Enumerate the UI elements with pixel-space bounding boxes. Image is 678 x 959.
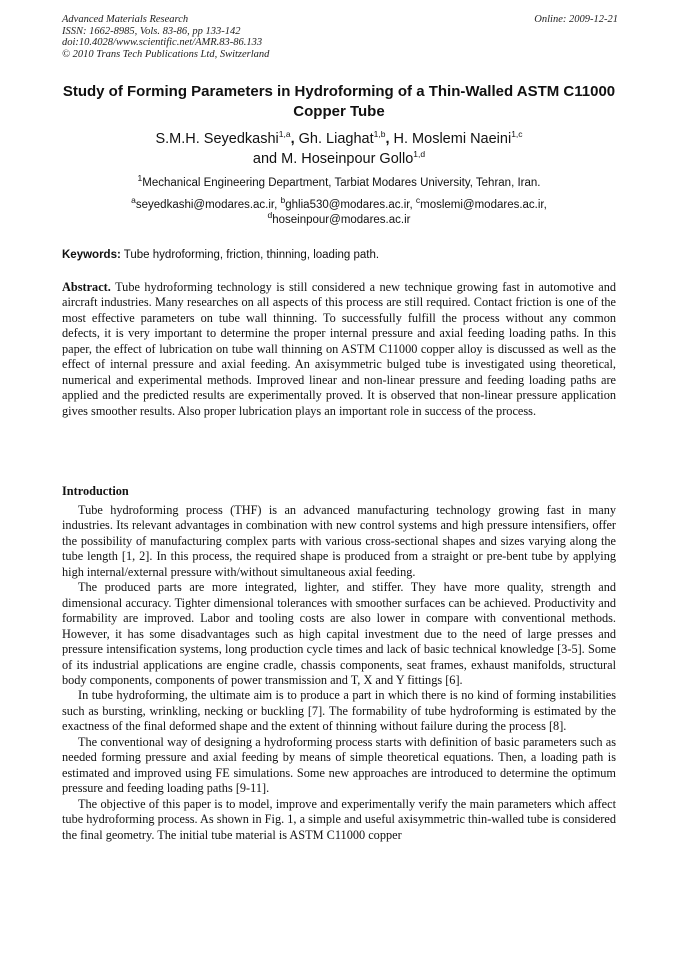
online-date: Online: 2009-12-21	[534, 14, 618, 25]
affiliation-text: Mechanical Engineering Department, Tarbiat Modares University, Tehran, Iran.	[142, 177, 541, 189]
email-link[interactable]: moslemi@modares.ac.ir,	[420, 199, 547, 211]
issn-line: ISSN: 1662-8985, Vols. 83-86, pp 133-142	[62, 25, 241, 37]
keywords-text: Tube hydroforming, friction, thinning, loading path.	[123, 249, 380, 261]
keywords-label: Keywords:	[62, 249, 121, 261]
journal-name: Advanced Materials Research	[62, 14, 189, 25]
keywords	[62, 248, 618, 263]
paragraph: The conventional way of designing a hydroforming process starts with definition of basic parameters such as needed forming pressure and axial feeding by means of simple theoretical equations. Then, a loading path is estimated and improved using FE simulations. Some new approaches are introduced to determine the optimum pressure and feeding loading paths [9-11].	[62, 734, 616, 796]
email-link[interactable]: seyedkashi@modares.ac.ir,	[135, 199, 278, 211]
email-marker: b	[280, 195, 286, 206]
email-marker: a	[131, 195, 136, 206]
doi-line: doi:10.4028/www.scientific.net/AMR.83-86.133	[62, 37, 263, 48]
author-name: M. Hoseinpour Gollo	[281, 151, 414, 167]
affiliation	[60, 173, 618, 191]
author-affiliation-marker: 1,c	[511, 129, 523, 140]
paper-title: Study of Forming Parameters in Hydroforming of a Thin-Walled ASTM C11000 Copper Tube	[62, 83, 616, 120]
copyright-line: © 2010 Trans Tech Publications Ltd, Switzerland	[62, 48, 270, 60]
author-name: S.M.H. Seyedkashi	[155, 131, 279, 147]
journal-header	[62, 14, 618, 60]
abstract-label: Abstract.	[62, 280, 111, 294]
author-affiliation-marker: 1,b	[373, 129, 386, 140]
author-affiliation-marker: 1,d	[413, 149, 426, 160]
author-name: H. Moslemi Naeini	[393, 131, 512, 147]
author-emails	[60, 195, 618, 228]
author-list: S.M.H. Seyedkashi$^{1,a}$, Gh. Liaghat$^{1,b}$, H. Moslemi Naeini$^{1,c}$ and M. Hoseinpour Gollo$^{1,d}$	[155, 129, 523, 167]
section-heading: Introduction	[62, 484, 129, 498]
affiliation-marker: 1	[137, 173, 143, 184]
email-link[interactable]: ghlia530@modares.ac.ir,	[285, 199, 413, 211]
paragraph: The objective of this paper is to model, improve and experimentally verify the main parameters which affect tube hydroforming process. As shown in Fig. 1, a simple and useful axisymmetric thin-walled tube is considered the final geometry. The initial tube material is ASTM C11000 copper	[62, 796, 616, 842]
abstract	[62, 280, 616, 419]
paragraph: In tube hydroforming, the ultimate aim is to produce a part in which there is no kind of forming instabilities such as bursting, wrinkling, necking or buckling [7]. The formability of tube hydroforming is estimated by the exactness of the final deformed shape and the extent of thinning without failure during the process [8].	[62, 688, 616, 734]
paragraph: The produced parts are more integrated, lighter, and stiffer. They have more quality, strength and dimensional accuracy. Tighter dimensional tolerances with smoother surfaces can be achieved. Productivity and formability are improved. Labor and tooling costs are also lower in compare with conventional methods. However, it has some disadvantages such as high capital investment due to the need of large presses and pressure intensification systems, long production cycle times and lack of basic technical knowledge [3-5]. Some of its industrial applications are engine cradle, chassis components, seat frames, exhaust manifolds, structural body components, components of power transmission and T, X and Y fittings [6].	[62, 580, 616, 687]
email-marker: c	[415, 195, 421, 206]
author-conjunction: and	[252, 151, 278, 167]
paragraph: Tube hydroforming process (THF) is an advanced manufacturing technology growing fast in many industries. Its relevant advantages in combination with new control systems and high pressure intensifiers, offer the possibility of manufacturing complex parts with various cross-sectional shapes and sizes varying along the tube length [1, 2]. In this process, the required shape is produced from a straight or pre-bent tube by applying high internal/external pressure with/without simultaneous axial feeding.	[62, 503, 616, 579]
author-affiliation-marker: 1,a	[278, 129, 291, 140]
author-name: Gh. Liaghat	[298, 131, 374, 147]
email-marker: d	[267, 210, 273, 221]
introduction-body	[62, 503, 616, 843]
email-link[interactable]: hoseinpour@modares.ac.ir	[272, 214, 411, 226]
abstract-text: Tube hydroforming technology is still considered a new technique growing fast in automotive and aircraft industries. Many researches on all aspects of this process are still required. Contact friction is one of the most effective parameters on tube wall thinning. To successfully fulfill the process without any common defects, it is very important to determine the proper internal pressure and axial feeding loading paths. In this paper, the effect of lubrication on tube wall thinning on ASTM C11000 copper alloy is discussed as well as the effect of internal pressure and axial feeding. An axisymmetric bulged tube is investigated using theoretical, numerical and experimental methods. Improved linear and non-linear pressure and feeding loading paths are applied and the predicted results are experimentally proved. It is observed that non-linear pressure application gives smoother results. Also proper lubrication plays an important role in success of the process.	[62, 280, 616, 418]
